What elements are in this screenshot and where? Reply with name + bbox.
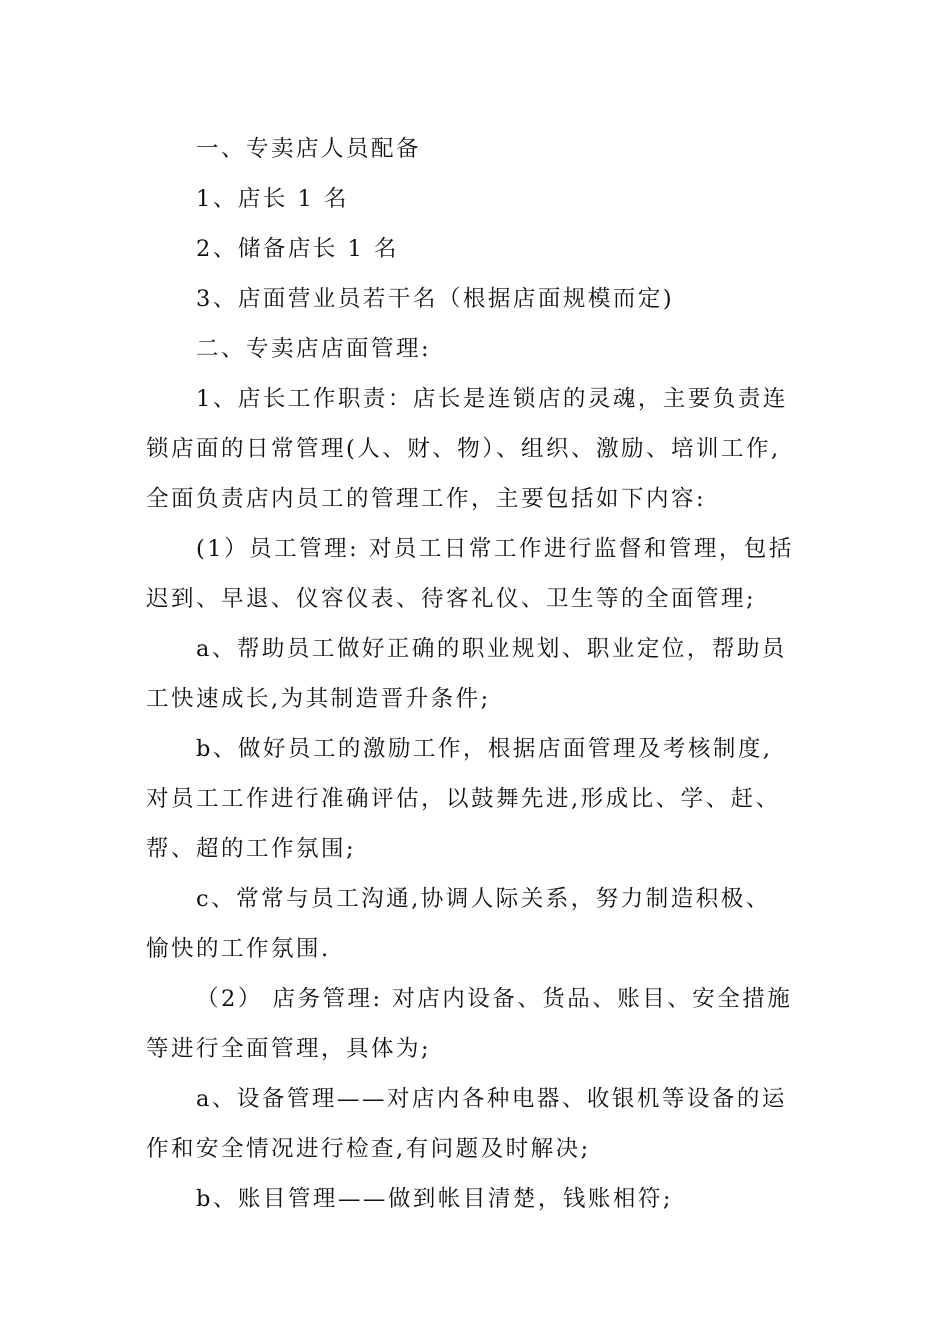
paragraph-line: c、常常与员工沟通,协调人际关系，努力制造积极、 xyxy=(196,886,771,912)
list-item: 3、店面营业员若干名（根据店面规模而定) xyxy=(196,286,675,312)
paragraph-line: 对员工工作进行准确评估，以鼓舞先进,形成比、学、赶、 xyxy=(146,786,781,812)
paragraph-line: 1、店长工作职责：店长是连锁店的灵魂，主要负责连 xyxy=(196,386,788,412)
paragraph-line: a、设备管理——对店内各种电器、收银机等设备的运 xyxy=(196,1086,787,1112)
paragraph-line: 作和安全情况进行检查,有问题及时解决; xyxy=(146,1136,591,1162)
paragraph-line: 愉快的工作氛围. xyxy=(146,936,331,962)
paragraph-line: 工快速成长,为其制造晋升条件; xyxy=(146,686,491,712)
section-heading-management: 二、专卖店店面管理: xyxy=(196,336,432,362)
paragraph-line: 帮、超的工作氛围; xyxy=(146,836,357,862)
list-item: 1、店长 1 名 xyxy=(196,186,349,212)
paragraph-line: (1）员工管理: 对员工日常工作进行监督和管理，包括 xyxy=(196,536,794,562)
list-item: 2、储备店长 1 名 xyxy=(196,236,399,262)
document-body xyxy=(146,124,816,1224)
paragraph-line: （2） 店务管理: 对店内设备、货品、账目、安全措施 xyxy=(196,986,793,1012)
paragraph-line: b、账目管理——做到帐目清楚，钱账相符; xyxy=(196,1186,673,1212)
paragraph-line: 迟到、早退、仪容仪表、待客礼仪、卫生等的全面管理; xyxy=(146,586,757,612)
paragraph-line: a、帮助员工做好正确的职业规划、职业定位，帮助员 xyxy=(196,636,787,662)
section-heading-staffing: 一、专卖店人员配备 xyxy=(196,136,422,162)
paragraph-line: b、做好员工的激励工作，根据店面管理及考核制度, xyxy=(196,736,773,762)
paragraph-line: 全面负责店内员工的管理工作，主要包括如下内容: xyxy=(146,486,707,512)
paragraph-line: 锁店面的日常管理(人、财、物）、组织、激励、培训工作, xyxy=(146,436,781,462)
paragraph-line: 等进行全面管理，具体为; xyxy=(146,1036,432,1062)
